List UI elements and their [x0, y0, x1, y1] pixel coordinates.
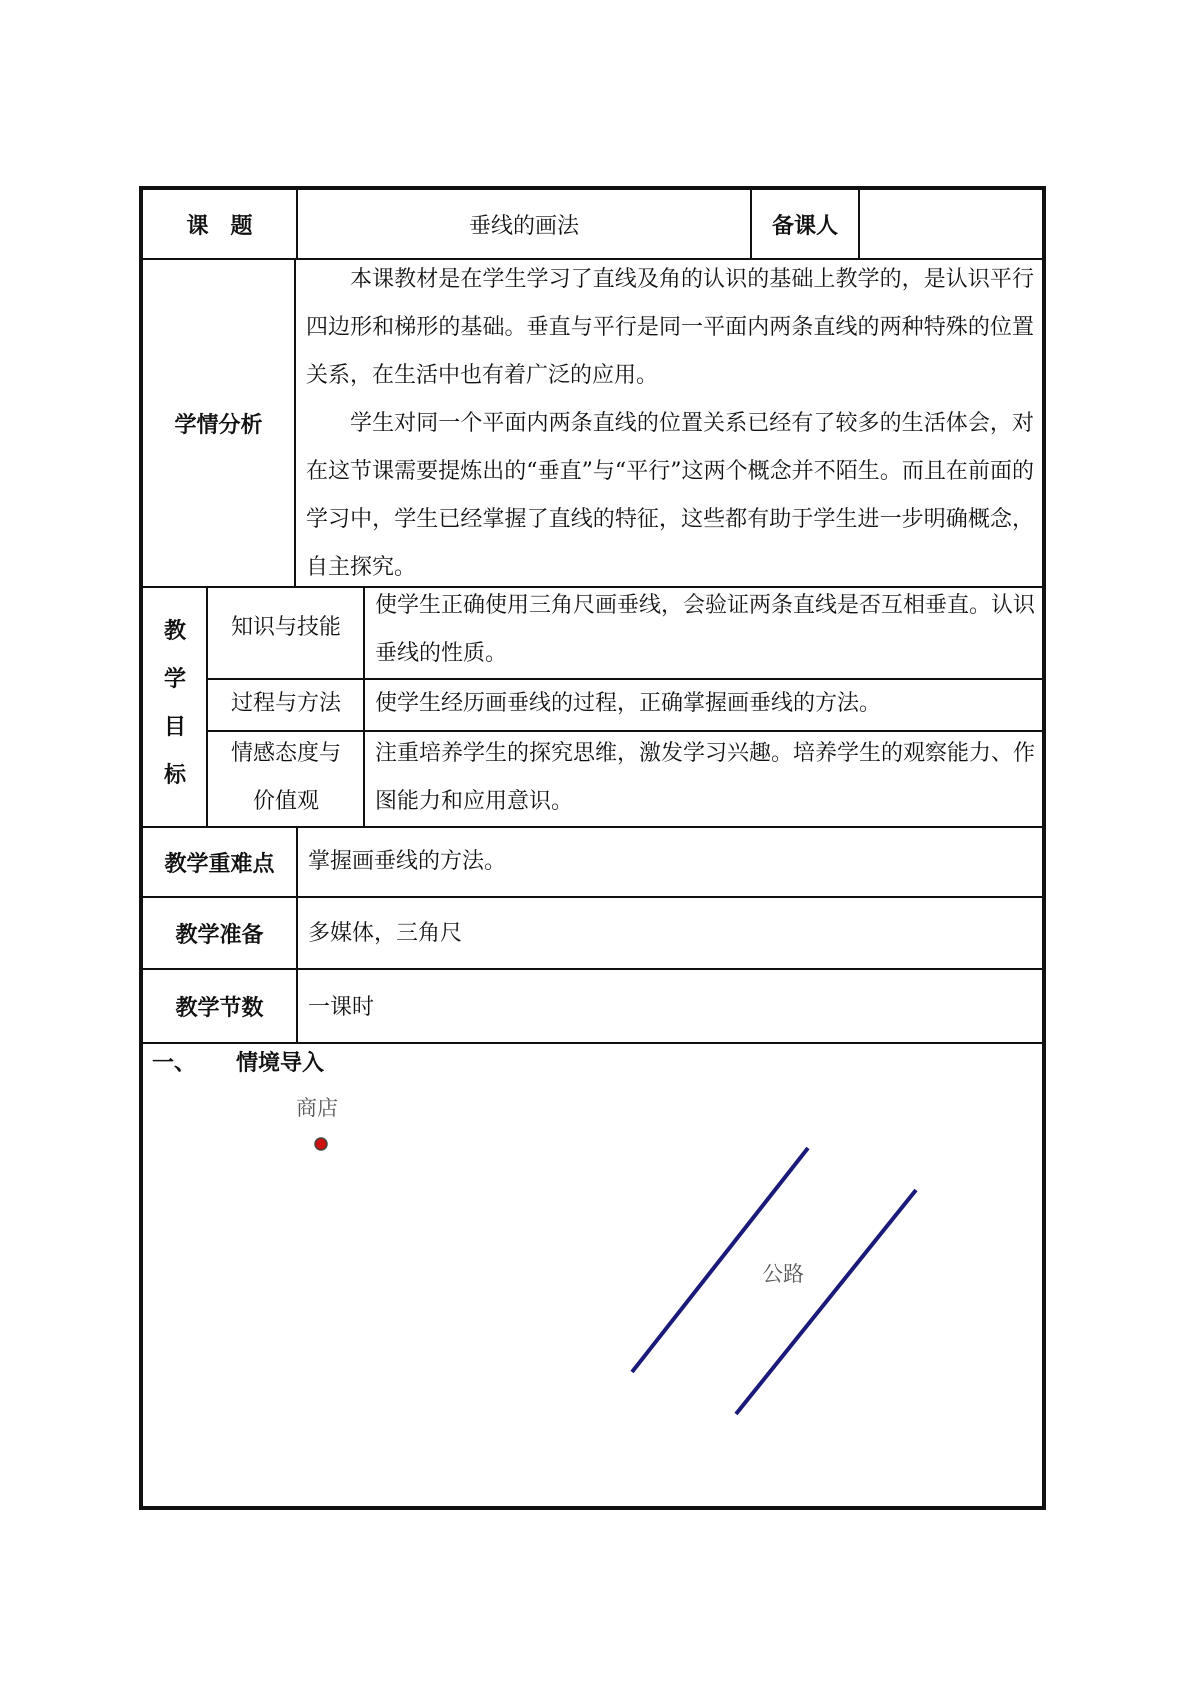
- goal-text-attitude: 注重培养学生的探究思维，激发学习兴趣。培养学生的观察能力、作图能力和应用意识。: [375, 741, 1036, 814]
- preparer-label: 备课人: [771, 213, 838, 239]
- periods-value: 一课时: [308, 995, 375, 1020]
- section-number: 一、: [152, 1051, 197, 1076]
- analysis-paragraph: 学生对同一个平面内两条直线的位置关系已经有了较多的生活体会，对在这节课需要提炼出的“垂直”与“平行”这两个概念并不陌生。而且在前面的学习中，学生已经掌握了直线的特征，这些都有助于学生进一步明确概念，自主探究。: [306, 411, 1034, 580]
- road-line-right: [736, 1190, 916, 1414]
- goal-label-process: 过程与方法: [230, 691, 341, 716]
- preparation-value: 多媒体，三角尺: [308, 921, 463, 946]
- key-points-value: 掌握画垂线的方法。: [308, 849, 507, 874]
- key-points-label: 教学重难点: [164, 851, 275, 877]
- topic-value: 垂线的画法: [468, 213, 579, 239]
- shop-point: [315, 1138, 327, 1150]
- road-line-left: [632, 1148, 808, 1372]
- goals-label: 教 学 目 标: [163, 619, 186, 788]
- road-label: 公路: [762, 1262, 804, 1286]
- section-title: 情境导入: [236, 1051, 325, 1076]
- analysis-paragraph: 本课教材是在学生学习了直线及角的认识的基础上教学的，是认识平行四边形和梯形的基础。垂直与平行是同一平面内两条直线的两种特殊的位置关系，在生活中也有着广泛的应用。: [306, 267, 1034, 388]
- periods-label: 教学节数: [175, 995, 264, 1021]
- goal-text-knowledge: 使学生正确使用三角尺画垂线，会验证两条直线是否互相垂直。认识垂线的性质。: [375, 593, 1036, 666]
- analysis-label: 学情分析: [174, 412, 263, 438]
- goal-label-attitude: 情感态度与价值观: [230, 741, 341, 814]
- topic-label: 课 题: [186, 213, 253, 239]
- goal-text-process: 使学生经历画垂线的过程，正确掌握画垂线的方法。: [375, 691, 882, 716]
- shop-label: 商店: [296, 1096, 338, 1120]
- preparation-label: 教学准备: [175, 922, 264, 948]
- goal-label-knowledge: 知识与技能: [230, 615, 341, 640]
